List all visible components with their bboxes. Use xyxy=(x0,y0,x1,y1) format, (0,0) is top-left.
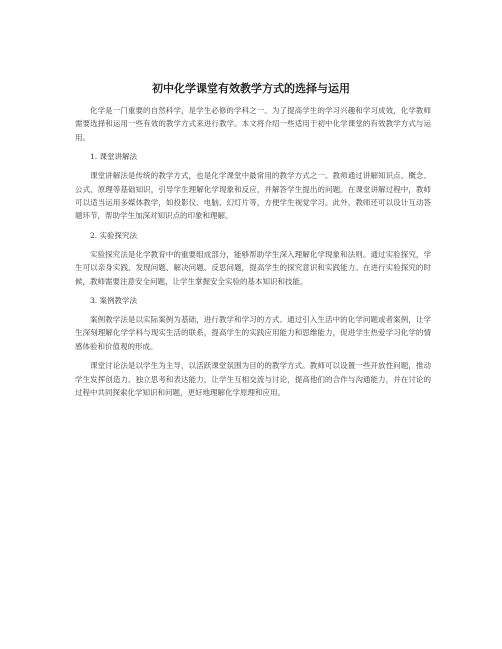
section-case-study xyxy=(75,294,431,399)
section-paragraph: 课堂讨论法是以学生为主导，以活跃课堂氛围为目的的教学方式。教师可以设置一些开放性问题，推动学生发挥创造力、独立思考和表达能力，让学生互相交流与讨论，提高他们的合作与沟通能力，并在讨论的过程中共同探索化学知识和问题，更好地理解化学原理和应用。 xyxy=(75,361,431,398)
section-lecture xyxy=(75,150,431,223)
document-title: 初中化学课堂有效教学方式的选择与运用 xyxy=(152,82,350,95)
section-heading: 1. 课堂讲解法 xyxy=(90,152,138,162)
section-heading: 3. 案例教学法 xyxy=(90,296,138,306)
section-experiment xyxy=(75,229,431,288)
section-paragraph: 案例教学法是以实际案例为基础，进行教学和学习的方式。通过引入生活中的化学问题或者案例，让学生深刻理解化学学科与现实生活的联系，提高学生的实践应用能力和思维能力，促进学生热爱学习化学的情感体验和价值观的形成。 xyxy=(75,315,431,351)
section-heading: 2. 实验探究法 xyxy=(90,230,138,240)
section-paragraph: 课堂讲解法是传统的教学方式，也是化学课堂中最常用的教学方式之一。教师通过讲解知识点、概念、公式、原理等基础知识，引导学生理解化学现象和反应，并解答学生提出的问题。在课堂讲解过程中，教师可以适当运用多媒体教学，如投影仪、电脑、幻灯片等，方便学生视觉学习。此外，教师还可以设计互动答题环节，帮助学生加深对知识点的印象和理解。 xyxy=(75,171,431,221)
section-paragraph: 实验探究法是化学教育中的重要组成部分，能够帮助学生深入理解化学现象和法则。通过实验探究，学生可以亲身实践、发现问题、解决问题、反思问题，提高学生的探究意识和实践能力。在进行实验探究的时候，教师需要注意安全问题，让学生掌握安全实验的基本知识和技能。 xyxy=(75,249,431,286)
document-body xyxy=(75,104,431,406)
intro-paragraph: 化学是一门重要的自然科学，是学生必修的学科之一。为了提高学生的学习兴趣和学习成效，化学教师需要选择和运用一些有效的教学方式来进行教学。本文将介绍一些适用于初中化学课堂的有效教学方式与运用。 xyxy=(75,106,431,142)
